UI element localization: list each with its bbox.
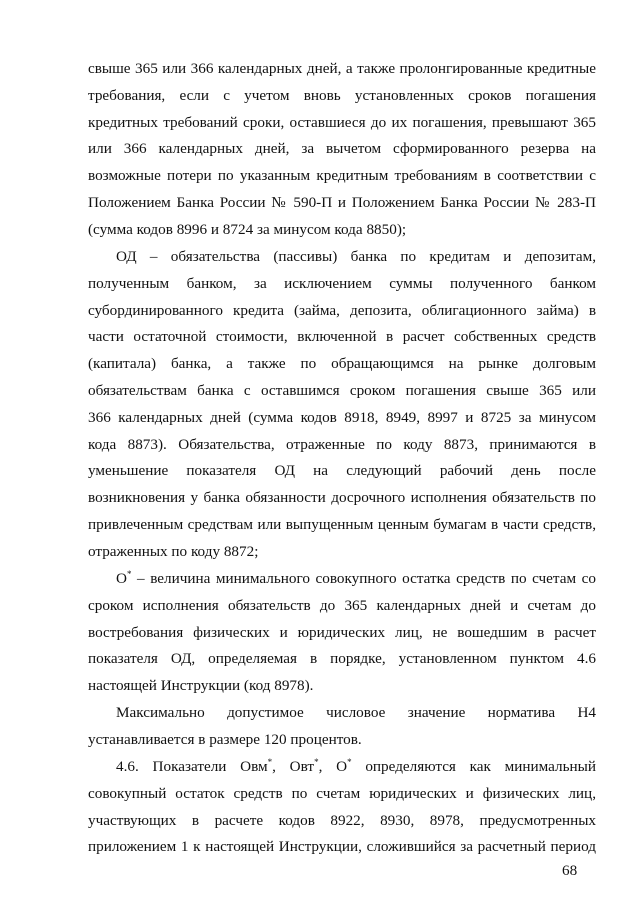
text-line [88, 754, 596, 781]
text-line: приложением 1 к настоящей Инструкции, сложившийся за расчетный период [88, 838, 596, 856]
text-line: кредитных требований сроки, оставшиеся до их погашения, превышают 365 [88, 113, 596, 131]
text-line: требования, если с учетом вновь установленных сроков погашения [88, 86, 596, 104]
text-line: Положением Банка России № 590-П и Положением Банка России № 283-П [88, 193, 596, 211]
text-line: полученным банком, за исключением суммы полученного банком [88, 274, 596, 292]
text-line: сроком исполнения обязательств до 365 календарных дней и счетам до [88, 596, 596, 614]
text-line: Максимально допустимое числовое значение норматива Н4 [116, 704, 596, 721]
paragraph-h4-limit [88, 700, 596, 754]
text-line: кода 8873). Обязательства, отраженные по коду 8873, принимаются в [88, 435, 596, 453]
text-line: или 366 календарных дней, за вычетом сформированного резерва на [88, 140, 596, 158]
text-line: устанавливается в размере 120 процентов. [88, 730, 362, 748]
text-line: (капитала) банка, а также по обращающимся на рынке долговым [88, 355, 596, 373]
text-line: части остаточной стоимости, включенной в расчет собственных средств [88, 328, 596, 346]
text-line: субординированного кредита (займа, депозита, облигационного займа) в [88, 301, 596, 319]
paragraph-section-4-6 [88, 754, 596, 861]
text-line: обязательствам банка с оставшимся сроком погашения свыше 365 или [88, 381, 596, 399]
paragraph-od-definition [88, 244, 596, 566]
text-line: совокупный остаток средств по счетам юридических и физических лиц, [88, 784, 596, 802]
paragraph-o-star-definition [88, 566, 596, 700]
text-line: отраженных по коду 8872; [88, 542, 259, 560]
superscript-asterisk: * [347, 757, 352, 767]
text-fragment: , О [318, 758, 348, 775]
page-number: 68 [562, 862, 578, 879]
text-line: востребования физических и юридических лиц, не вошедшим в расчет [88, 623, 596, 641]
text-line: возникновения у банка обязанности досрочного исполнения обязательств по [88, 489, 596, 507]
paragraph-continuation [88, 56, 596, 244]
text-line: привлеченным средствам или выпущенным ценным бумагам в части средств, [88, 515, 596, 533]
superscript-asterisk: * [126, 569, 132, 579]
text-line: показателя ОД, определяемая в порядке, установленном пунктом 4.6 [88, 650, 596, 668]
text-fragment: , Овт [272, 758, 315, 775]
text-line: (сумма кодов 8996 и 8724 за минусом кода 8850); [88, 220, 407, 238]
text-line: свыше 365 или 366 календарных дней, а также пролонгированные кредитные [88, 60, 596, 77]
text-line: ОД – обязательства (пассивы) банка по кредитам и депозитам, [116, 248, 596, 265]
text-line: участвующих в расчете кодов 8922, 8930, 8978, предусмотренных [88, 811, 596, 829]
text-line: настоящей Инструкции (код 8978). [88, 677, 314, 695]
superscript-asterisk: * [267, 757, 273, 767]
text-line: 366 календарных дней (сумма кодов 8918, 8949, 8997 и 8725 за минусом [88, 408, 596, 426]
text-fragment: 4.6. Показатели Овм [116, 758, 268, 775]
symbol-o: О [116, 570, 127, 587]
text-line [88, 566, 596, 593]
text-fragment: – величина минимального совокупного остатка средств по счетам со [131, 570, 596, 587]
superscript-asterisk: * [314, 757, 319, 767]
text-line: возможные потери по указанным кредитным требованиям в соответствии с [88, 167, 596, 185]
text-line: уменьшение показателя ОД на следующий рабочий день после [88, 462, 596, 480]
text-fragment: определяются как минимальный [351, 758, 597, 775]
